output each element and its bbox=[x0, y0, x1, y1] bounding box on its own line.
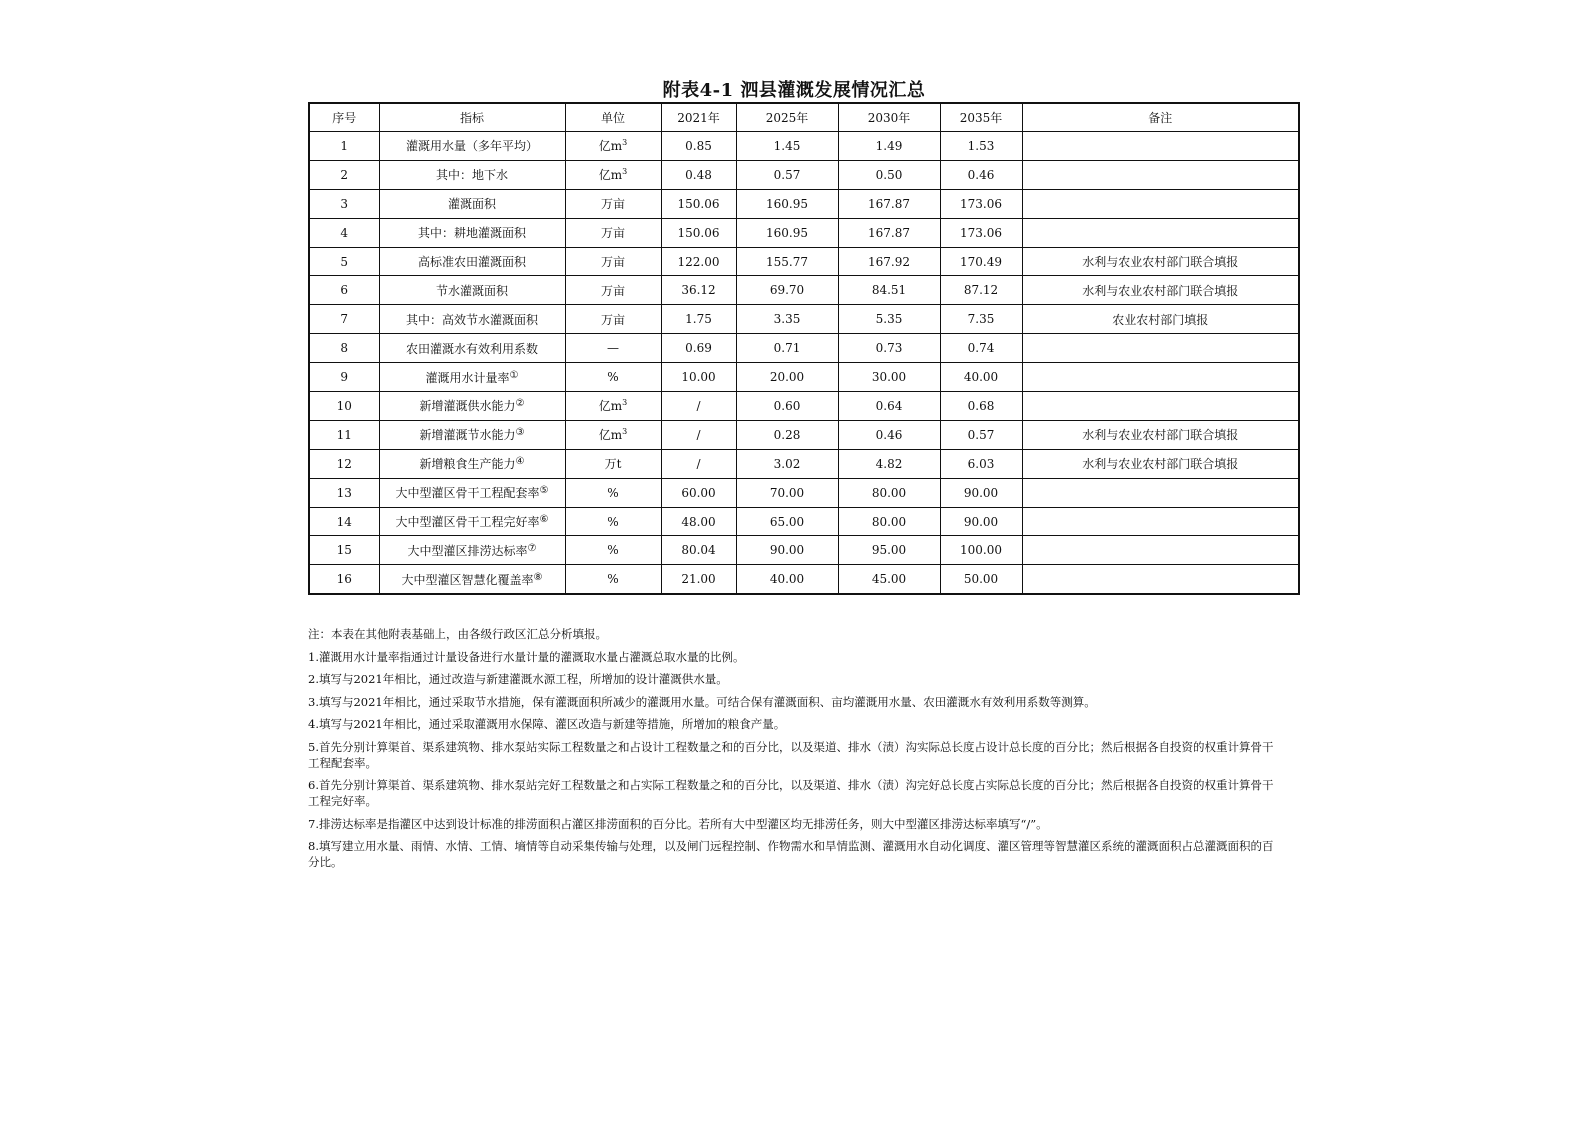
unit-cell bbox=[565, 420, 661, 449]
value-2030-cell: 1.49 bbox=[838, 132, 940, 161]
unit-label: % bbox=[607, 514, 619, 529]
row-number-cell: 2 bbox=[309, 160, 379, 189]
header-cell: 2021年 bbox=[661, 103, 736, 132]
remark-cell bbox=[1022, 392, 1299, 421]
unit-cell bbox=[565, 565, 661, 594]
unit-label: % bbox=[607, 572, 619, 587]
value-2021-cell: 10.00 bbox=[661, 363, 736, 392]
table-row bbox=[309, 305, 1299, 334]
unit-cell bbox=[565, 334, 661, 363]
value-2030-cell: 84.51 bbox=[838, 276, 940, 305]
value-2030-cell: 167.87 bbox=[838, 189, 940, 218]
row-number-cell: 10 bbox=[309, 392, 379, 421]
unit-label: 亿m bbox=[598, 399, 623, 414]
value-2030-cell: 45.00 bbox=[838, 565, 940, 594]
value-2035-cell: 1.53 bbox=[940, 132, 1022, 161]
value-2021-cell: 0.48 bbox=[661, 160, 736, 189]
indicator-cell bbox=[379, 189, 565, 218]
page-title: 附表4-1 泗县灌溉发展情况汇总 bbox=[662, 80, 926, 101]
value-2035-cell: 173.06 bbox=[940, 189, 1022, 218]
value-2025-cell: 0.28 bbox=[736, 420, 838, 449]
remark-cell bbox=[1022, 507, 1299, 536]
indicator-label: 灌溉用水量（多年平均） bbox=[405, 139, 538, 154]
value-2035-cell: 90.00 bbox=[940, 478, 1022, 507]
remark-cell: 水利与农业农村部门联合填报 bbox=[1022, 247, 1299, 276]
unit-label: % bbox=[607, 485, 619, 500]
table-row bbox=[309, 132, 1299, 161]
remark-cell bbox=[1022, 363, 1299, 392]
remark-cell bbox=[1022, 189, 1299, 218]
unit-cell bbox=[565, 478, 661, 507]
note-item: 7.排涝达标率是指灌区中达到设计标准的排涝面积占灌区排涝面积的百分比。若所有大中型灌区均无排涝任务，则大中型灌区排涝达标率填写“/”。 bbox=[308, 816, 1048, 831]
table-row bbox=[309, 218, 1299, 247]
indicator-label: 节水灌溉面积 bbox=[435, 283, 508, 298]
remark-cell bbox=[1022, 218, 1299, 247]
unit-superscript: 3 bbox=[622, 427, 628, 437]
table-row bbox=[309, 392, 1299, 421]
note-item: 1.灌溉用水计量率指通过计量设备进行水量计量的灌溉取水量占灌溉总取水量的比例。 bbox=[308, 649, 745, 664]
value-2021-cell: 36.12 bbox=[661, 276, 736, 305]
value-2021-cell: 0.69 bbox=[661, 334, 736, 363]
value-2035-cell: 90.00 bbox=[940, 507, 1022, 536]
header-cell: 2035年 bbox=[940, 103, 1022, 132]
footnote-marker: ③ bbox=[515, 427, 525, 439]
indicator-cell bbox=[379, 507, 565, 536]
unit-label: % bbox=[607, 370, 619, 385]
indicator-label: 大中型灌区骨干工程完好率 bbox=[395, 515, 540, 530]
unit-cell bbox=[565, 189, 661, 218]
table-body bbox=[309, 132, 1299, 595]
unit-label: 亿m bbox=[598, 428, 623, 443]
value-2030-cell: 167.87 bbox=[838, 218, 940, 247]
value-2035-cell: 7.35 bbox=[940, 305, 1022, 334]
row-number-cell: 13 bbox=[309, 478, 379, 507]
value-2035-cell: 173.06 bbox=[940, 218, 1022, 247]
value-2025-cell: 1.45 bbox=[736, 132, 838, 161]
value-2025-cell: 65.00 bbox=[736, 507, 838, 536]
note-item: 6.首先分别计算渠首、渠系建筑物、排水泵站完好工程数量之和占实际工程数量之和的百分比，以及渠道、排水（渍）沟完好总长度占实际总长度的百分比；然后根据各自投资的权重计算骨干工程完好率。 bbox=[308, 778, 1274, 808]
row-number-cell: 9 bbox=[309, 363, 379, 392]
unit-label: % bbox=[607, 543, 619, 558]
table-row bbox=[309, 160, 1299, 189]
indicator-cell bbox=[379, 247, 565, 276]
header-cell: 单位 bbox=[565, 103, 661, 132]
table-row bbox=[309, 478, 1299, 507]
remark-cell: 水利与农业农村部门联合填报 bbox=[1022, 449, 1299, 478]
value-2021-cell: 1.75 bbox=[661, 305, 736, 334]
indicator-cell bbox=[379, 160, 565, 189]
row-number-cell: 14 bbox=[309, 507, 379, 536]
unit-cell bbox=[565, 449, 661, 478]
note-item: 2.填写与2021年相比，通过改造与新建灌溉水源工程，所增加的设计灌溉供水量。 bbox=[308, 672, 728, 686]
indicator-cell bbox=[379, 478, 565, 507]
indicator-cell bbox=[379, 218, 565, 247]
unit-cell bbox=[565, 305, 661, 334]
unit-cell bbox=[565, 218, 661, 247]
indicator-label: 高标准农田灌溉面积 bbox=[417, 255, 526, 269]
footnote-marker: ④ bbox=[515, 456, 525, 468]
remark-cell bbox=[1022, 536, 1299, 565]
table-row bbox=[309, 276, 1299, 305]
unit-label: — bbox=[607, 341, 619, 356]
value-2021-cell: / bbox=[661, 392, 736, 421]
unit-label: 万亩 bbox=[600, 312, 625, 327]
indicator-label: 其中：耕地灌溉面积 bbox=[417, 226, 526, 241]
table-row bbox=[309, 536, 1299, 565]
value-2025-cell: 20.00 bbox=[736, 363, 838, 392]
table-header-row bbox=[309, 103, 1299, 132]
value-2035-cell: 87.12 bbox=[940, 276, 1022, 305]
row-number-cell: 15 bbox=[309, 536, 379, 565]
footnote-marker: ⑧ bbox=[533, 571, 543, 583]
row-number-cell: 12 bbox=[309, 449, 379, 478]
unit-cell bbox=[565, 160, 661, 189]
indicator-cell bbox=[379, 565, 565, 594]
table-row bbox=[309, 420, 1299, 449]
remark-cell: 农业农村部门填报 bbox=[1022, 305, 1299, 334]
unit-label: 亿m bbox=[598, 168, 623, 183]
value-2021-cell: 0.85 bbox=[661, 132, 736, 161]
value-2030-cell: 0.46 bbox=[838, 420, 940, 449]
indicator-cell bbox=[379, 392, 565, 421]
value-2025-cell: 0.60 bbox=[736, 392, 838, 421]
value-2030-cell: 30.00 bbox=[838, 363, 940, 392]
unit-cell bbox=[565, 536, 661, 565]
row-number-cell: 4 bbox=[309, 218, 379, 247]
unit-label: 万亩 bbox=[600, 283, 625, 298]
table-row bbox=[309, 565, 1299, 594]
row-number-cell: 11 bbox=[309, 420, 379, 449]
value-2021-cell: 150.06 bbox=[661, 218, 736, 247]
indicator-cell bbox=[379, 276, 565, 305]
value-2035-cell: 40.00 bbox=[940, 363, 1022, 392]
indicator-cell bbox=[379, 449, 565, 478]
irrigation-summary-table bbox=[308, 102, 1300, 595]
value-2035-cell: 170.49 bbox=[940, 247, 1022, 276]
indicator-label: 其中：高效节水灌溉面积 bbox=[405, 312, 538, 327]
indicator-cell bbox=[379, 132, 565, 161]
value-2030-cell: 80.00 bbox=[838, 507, 940, 536]
header-cell: 2030年 bbox=[838, 103, 940, 132]
remark-cell bbox=[1022, 565, 1299, 594]
footnote-marker: ① bbox=[509, 369, 519, 381]
value-2021-cell: 60.00 bbox=[661, 478, 736, 507]
indicator-label: 新增灌溉节水能力 bbox=[419, 428, 516, 443]
header-cell: 备注 bbox=[1022, 103, 1299, 132]
unit-cell bbox=[565, 507, 661, 536]
value-2030-cell: 4.82 bbox=[838, 449, 940, 478]
indicator-label: 灌溉用水计量率 bbox=[425, 370, 510, 385]
remark-cell bbox=[1022, 132, 1299, 161]
value-2021-cell: 122.00 bbox=[661, 247, 736, 276]
value-2025-cell: 0.57 bbox=[736, 160, 838, 189]
value-2030-cell: 0.64 bbox=[838, 392, 940, 421]
note-intro: 注：本表在其他附表基础上，由各级行政区汇总分析填报。 bbox=[308, 627, 607, 641]
value-2025-cell: 160.95 bbox=[736, 218, 838, 247]
value-2025-cell: 70.00 bbox=[736, 478, 838, 507]
value-2035-cell: 100.00 bbox=[940, 536, 1022, 565]
unit-label: 亿m bbox=[598, 139, 623, 154]
header-cell: 指标 bbox=[379, 103, 565, 132]
indicator-label: 大中型灌区智慧化覆盖率 bbox=[401, 572, 534, 587]
value-2025-cell: 90.00 bbox=[736, 536, 838, 565]
value-2025-cell: 160.95 bbox=[736, 189, 838, 218]
value-2030-cell: 80.00 bbox=[838, 478, 940, 507]
indicator-label: 新增粮食生产能力 bbox=[419, 457, 516, 472]
unit-superscript: 3 bbox=[622, 167, 628, 177]
footnote-marker: ② bbox=[515, 398, 525, 410]
remark-cell bbox=[1022, 478, 1299, 507]
value-2035-cell: 50.00 bbox=[940, 565, 1022, 594]
value-2025-cell: 155.77 bbox=[736, 247, 838, 276]
value-2025-cell: 3.35 bbox=[736, 305, 838, 334]
row-number-cell: 5 bbox=[309, 247, 379, 276]
note-item: 8.填写建立用水量、雨情、水情、工情、墒情等自动采集传输与处理，以及闸门远程控制、作物需水和旱情监测、灌溉用水自动化调度、灌区管理等智慧灌区系统的灌溉面积占总灌溉面积的百分比。 bbox=[308, 839, 1274, 869]
value-2030-cell: 0.73 bbox=[838, 334, 940, 363]
value-2021-cell: / bbox=[661, 420, 736, 449]
footnote-marker: ⑦ bbox=[527, 542, 537, 554]
value-2030-cell: 0.50 bbox=[838, 160, 940, 189]
note-item: 5.首先分别计算渠首、渠系建筑物、排水泵站实际工程数量之和占设计工程数量之和的百分比，以及渠道、排水（渍）沟实际总长度占设计总长度的百分比；然后根据各自投资的权重计算骨干工程配套率。 bbox=[308, 739, 1274, 770]
footnotes bbox=[308, 626, 1284, 877]
unit-label: 万亩 bbox=[600, 226, 625, 241]
indicator-label: 新增灌溉供水能力 bbox=[419, 399, 516, 414]
remark-cell: 水利与农业农村部门联合填报 bbox=[1022, 276, 1299, 305]
row-number-cell: 7 bbox=[309, 305, 379, 334]
value-2025-cell: 69.70 bbox=[736, 276, 838, 305]
header-cell: 2025年 bbox=[736, 103, 838, 132]
table-row bbox=[309, 507, 1299, 536]
indicator-cell bbox=[379, 420, 565, 449]
note-item: 4.填写与2021年相比，通过采取灌溉用水保障、灌区改造与新建等措施，所增加的粮食产量。 bbox=[308, 717, 786, 731]
unit-label: 万亩 bbox=[600, 255, 625, 269]
table-row bbox=[309, 247, 1299, 276]
indicator-label: 其中：地下水 bbox=[435, 168, 508, 183]
unit-superscript: 3 bbox=[622, 398, 628, 408]
unit-label: 万t bbox=[604, 457, 622, 472]
indicator-label: 灌溉面积 bbox=[447, 197, 496, 212]
row-number-cell: 16 bbox=[309, 565, 379, 594]
value-2025-cell: 0.71 bbox=[736, 334, 838, 363]
indicator-cell bbox=[379, 334, 565, 363]
unit-cell bbox=[565, 276, 661, 305]
footnote-marker: ⑥ bbox=[539, 514, 549, 526]
value-2025-cell: 40.00 bbox=[736, 565, 838, 594]
row-number-cell: 3 bbox=[309, 189, 379, 218]
value-2035-cell: 0.46 bbox=[940, 160, 1022, 189]
indicator-label: 农田灌溉水有效利用系数 bbox=[405, 341, 538, 356]
row-number-cell: 1 bbox=[309, 132, 379, 161]
note-item: 3.填写与2021年相比，通过采取节水措施，保有灌溉面积所减少的灌溉用水量。可结合保有灌溉面积、亩均灌溉用水量、农田灌溉水有效利用系数等测算。 bbox=[308, 694, 1096, 709]
remark-cell bbox=[1022, 160, 1299, 189]
value-2025-cell: 3.02 bbox=[736, 449, 838, 478]
indicator-label: 大中型灌区排涝达标率 bbox=[407, 543, 528, 558]
table-row bbox=[309, 334, 1299, 363]
value-2030-cell: 167.92 bbox=[838, 247, 940, 276]
value-2021-cell: 21.00 bbox=[661, 565, 736, 594]
remark-cell: 水利与农业农村部门联合填报 bbox=[1022, 420, 1299, 449]
value-2030-cell: 95.00 bbox=[838, 536, 940, 565]
table-row bbox=[309, 363, 1299, 392]
value-2030-cell: 5.35 bbox=[838, 305, 940, 334]
value-2035-cell: 0.68 bbox=[940, 392, 1022, 421]
row-number-cell: 8 bbox=[309, 334, 379, 363]
value-2035-cell: 0.74 bbox=[940, 334, 1022, 363]
indicator-cell bbox=[379, 363, 565, 392]
value-2021-cell: 150.06 bbox=[661, 189, 736, 218]
unit-cell bbox=[565, 392, 661, 421]
row-number-cell: 6 bbox=[309, 276, 379, 305]
table-row bbox=[309, 189, 1299, 218]
unit-superscript: 3 bbox=[622, 138, 628, 148]
value-2035-cell: 6.03 bbox=[940, 449, 1022, 478]
value-2035-cell: 0.57 bbox=[940, 420, 1022, 449]
table-row bbox=[309, 449, 1299, 478]
value-2021-cell: 80.04 bbox=[661, 536, 736, 565]
unit-cell bbox=[565, 132, 661, 161]
value-2021-cell: / bbox=[661, 449, 736, 478]
unit-cell bbox=[565, 363, 661, 392]
footnote-marker: ⑤ bbox=[539, 485, 549, 497]
indicator-label: 大中型灌区骨干工程配套率 bbox=[395, 486, 540, 501]
unit-cell bbox=[565, 247, 661, 276]
header-cell: 序号 bbox=[309, 103, 379, 132]
value-2021-cell: 48.00 bbox=[661, 507, 736, 536]
indicator-cell bbox=[379, 536, 565, 565]
indicator-cell bbox=[379, 305, 565, 334]
unit-label: 万亩 bbox=[600, 197, 625, 212]
remark-cell bbox=[1022, 334, 1299, 363]
